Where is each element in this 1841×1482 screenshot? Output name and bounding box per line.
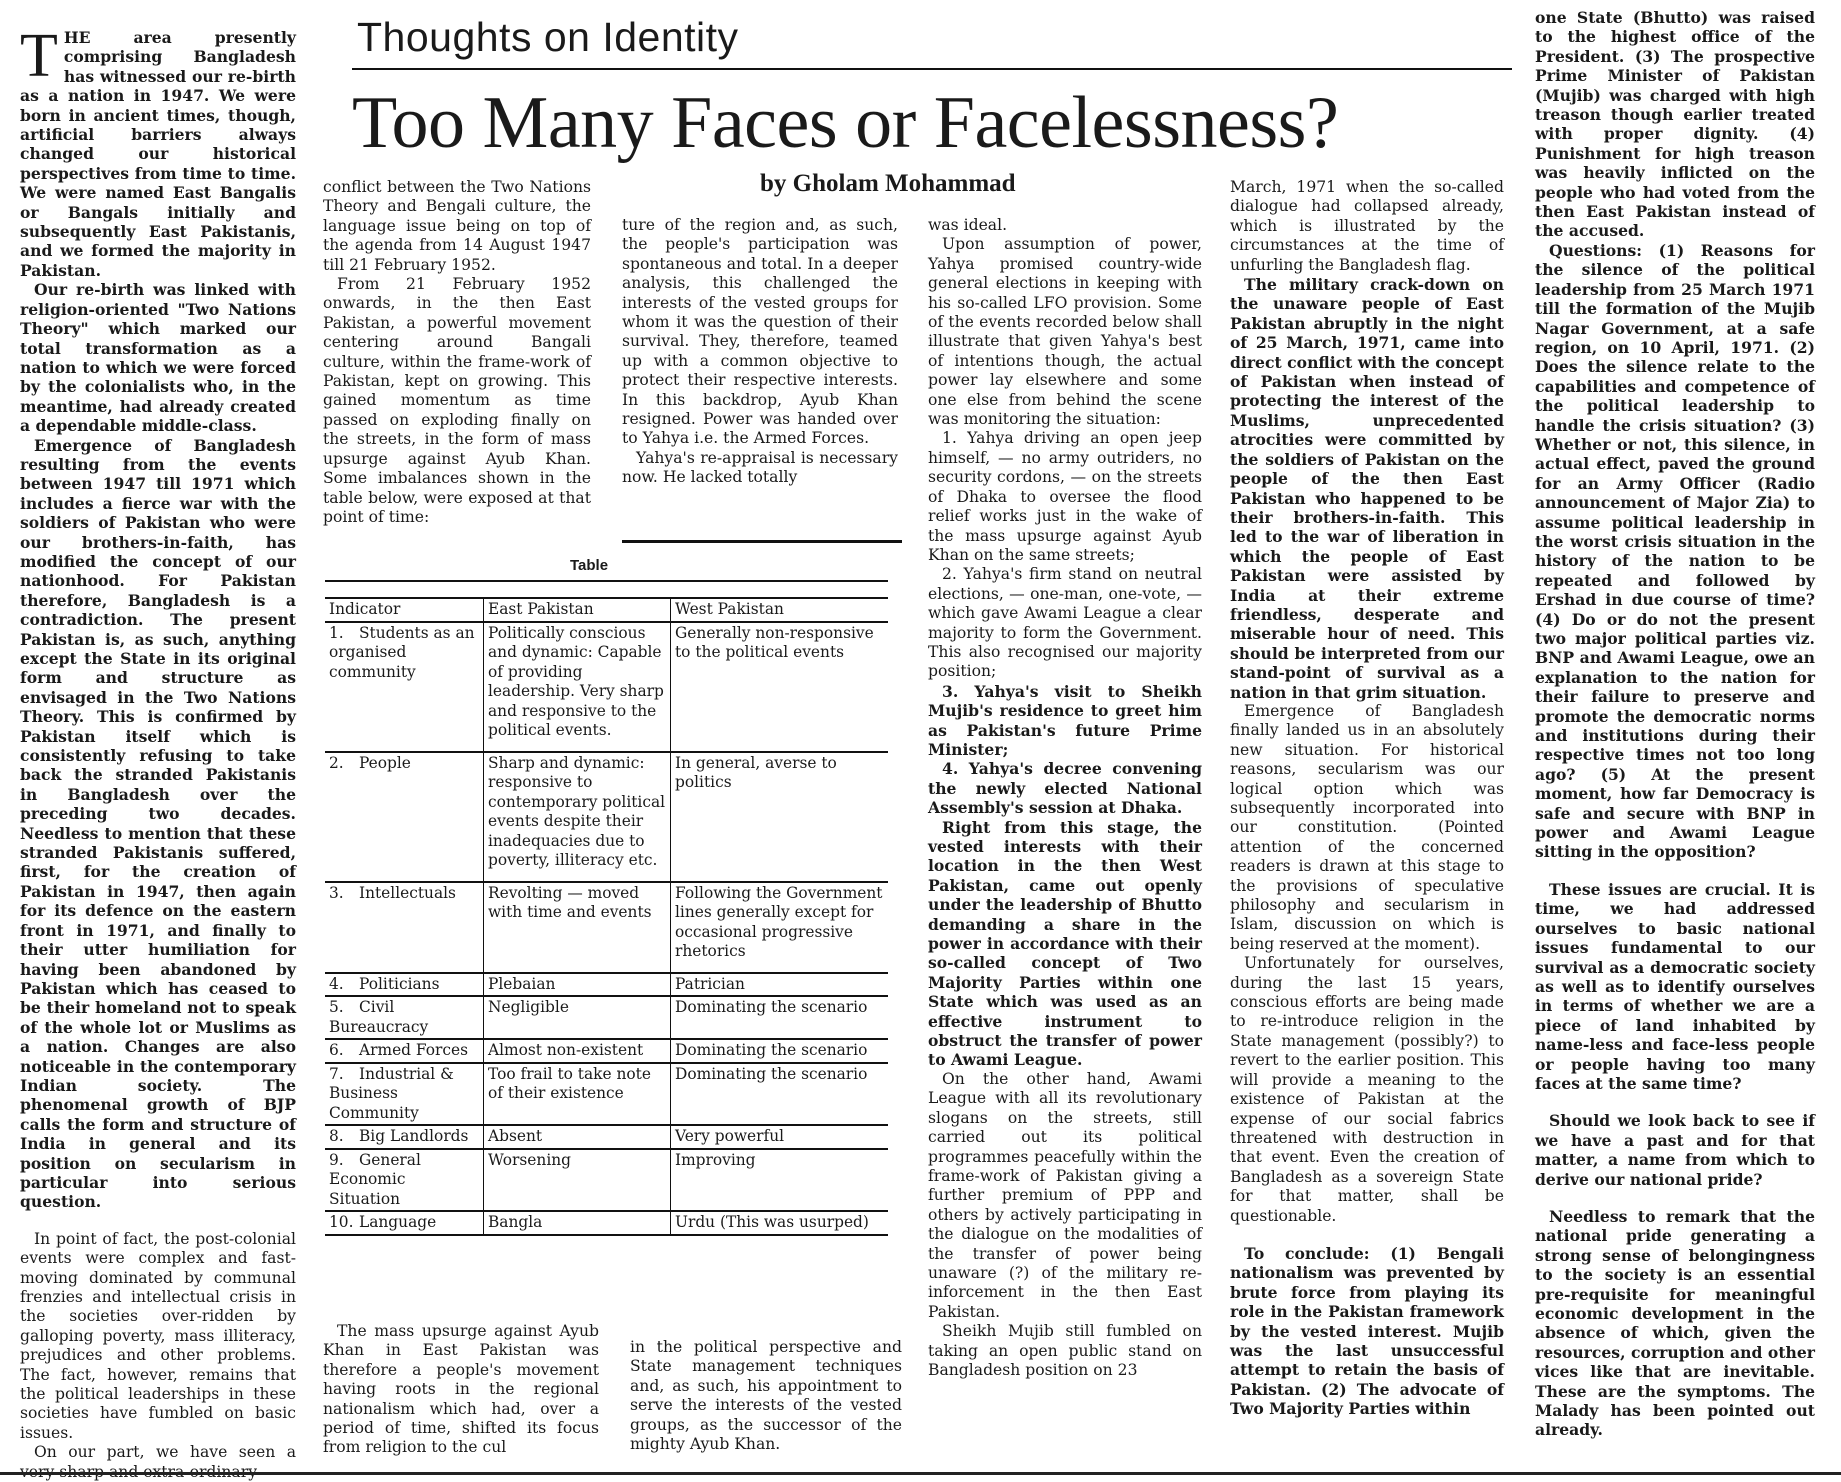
paragraph: The mass upsurge against Ayub Khan in East Pakistan was therefore a people's movement having roots in the regional nationalism which had, over a period of time, shifted its focus from religion to the cul xyxy=(323,1322,599,1457)
row-number: 4. xyxy=(329,974,344,993)
identity-table xyxy=(325,597,888,1236)
paragraph: HE area presently comprising Bangladesh has witnessed our re-birth as a nation in 1947. We were born in ancient times, though, artificial barriers always changed our historical perspectives from time to time. We were named East Bangalis or Bangals initially and subsequently East Pakistanis, and we formed the majority in Pakistan. xyxy=(20,28,296,280)
table-row xyxy=(325,1063,888,1126)
row-indicator: Civil Bureaucracy xyxy=(329,998,429,1036)
paragraph: one State (Bhutto) was raised to the highest office of the President. (3) The prospective Prime Minister of Pakistan (Mujib) was charged with high treason though earlier treated with proper dignity. (4) Punishment for high treason was heavily inflicted on the people who had voted from the then East Pakistan instead of the accused. xyxy=(1535,8,1815,241)
row-west: Urdu (This was usurped) xyxy=(671,1211,889,1235)
row-indicator: People xyxy=(359,753,411,772)
row-east: Negligible xyxy=(484,996,671,1039)
row-number: 1. xyxy=(329,623,344,642)
row-east: Revolting — moved with time and events xyxy=(484,882,671,973)
kicker-rule xyxy=(352,68,1512,70)
table-row xyxy=(325,752,888,882)
table-row xyxy=(325,1125,888,1149)
table-row xyxy=(325,1211,888,1235)
article-column-4 xyxy=(928,216,1202,1458)
paragraph: Unfortunately for ourselves, during the last 15 years, conscious efforts are being made to re-introduce religion in the State management (possibly?) to revert to the earlier position. This will provide a meaning to the existence of Pakistan at the expense of our social fabrics threatened with destruction in that event. Even the creation of Bangladesh as a sovereign State for that matter, shall be questionable. xyxy=(1230,954,1504,1225)
paragraph: 1. Yahya driving an open jeep himself, — no army outriders, no security cordons, — on the streets of Dhaka to oversee the flood relief works just in the wake of the mass upsurge against Ayub Khan on the same streets; xyxy=(928,429,1202,564)
paragraph: Right from this stage, the vested interests with their location in the then West Pakistan, came out openly under the leadership of Bhutto demanding a share in the power in accordance with their so-called concept of Two Majority Parties within one State which was used as an effective instrument to obstruct the transfer of power to Awami League. xyxy=(928,817,1202,1070)
paragraph: conflict between the Two Nations Theory and Bengali culture, the language issue being on top of the agenda from 14 August 1947 till 21 February 1952. xyxy=(323,178,591,274)
article-byline: by Gholam Mohammad xyxy=(760,170,1016,197)
row-indicator: Armed Forces xyxy=(359,1041,469,1059)
table-top-rule xyxy=(622,540,902,543)
paragraph: From 21 February 1952 onwards, in the then East Pakistan, a powerful movement centering around Bangali culture, within the frame-work of Pakistan, kept on growing. This gained momentum as time passed on exploding finally on the streets, in the form of mass upsurge against Ayub Khan. Some imbalances shown in the table below, were exposed at that point of time: xyxy=(323,275,591,526)
paragraph: 4. Yahya's decree convening the newly elected National Assembly's session at Dhaka. xyxy=(928,759,1202,818)
table-header-west: West Pakistan xyxy=(671,598,889,622)
page-bottom-rule xyxy=(0,1472,1841,1475)
row-indicator: Big Landlords xyxy=(359,1127,469,1145)
table-row xyxy=(325,622,888,752)
row-indicator: Language xyxy=(359,1213,437,1231)
paragraph: was ideal. xyxy=(928,216,1008,234)
paragraph: 2. Yahya's firm stand on neutral elections, — one-man, one-vote, — which gave Awami League a clear majority to form the Government. This also recognised our majority position; xyxy=(928,565,1202,681)
article-column-2 xyxy=(323,178,591,548)
table-row xyxy=(325,882,888,973)
row-number: 9. xyxy=(329,1150,344,1169)
row-indicator: Students as an organised community xyxy=(329,623,475,681)
paragraph: On the other hand, Awami League with all its revolutionary slogans on the streets, still carried out its political programmes peacefully within the frame-work of Pakistan giving a further premium of PPP and others by actively participating in the dialogue on the modalities of the transfer of power being unaware (?) of the military re-inforcement in the then East Pakistan. xyxy=(928,1069,1202,1321)
row-east: Almost non-existent xyxy=(484,1039,671,1063)
row-number: 7. xyxy=(329,1064,344,1083)
table-row xyxy=(325,973,888,997)
row-west: Dominating the scenario xyxy=(671,1063,889,1126)
row-east: Sharp and dynamic: responsive to contemporary political events despite their inadequacies due to poverty, illiteracy etc. xyxy=(484,752,671,882)
table-row xyxy=(325,996,888,1039)
paragraph: In point of fact, the post-colonial events were complex and fast-moving dominated by communal frenzies and intellectual crisis in the societies over-ridden by galloping poverty, mass illiteracy, prejudices and other problems. The fact, however, remains that the political leaderships in these societies have fumbled on basic issues. xyxy=(20,1229,296,1442)
row-east: Absent xyxy=(484,1125,671,1149)
table-frame-rule xyxy=(325,580,888,582)
paragraph: To conclude: (1) Bengali nationalism was prevented by brute force from playing its role in the Pakistan framework by the vested interest. Mujib was the last unsuccessful attempt to retain the basis of Pakistan. (2) The advocate of Two Majority Parties within xyxy=(1230,1243,1504,1419)
row-number: 2. xyxy=(329,753,344,772)
row-number: 6. xyxy=(329,1041,344,1059)
row-west: Dominating the scenario xyxy=(671,996,889,1039)
paragraph: March, 1971 when the so-called dialogue had collapsed already, which is illustrated by the circumstances at the time of unfurling the Bangladesh flag. xyxy=(1230,178,1504,274)
paragraph: On our part, we have seen a xyxy=(34,1443,296,1462)
article-column-1 xyxy=(20,22,296,1468)
paragraph: 3. Yahya's visit to Sheikh Mujib's residence to greet him as Pakistan's future Prime Minister; xyxy=(928,681,1202,759)
article-column-3-bottom xyxy=(630,1338,902,1458)
article-column-5 xyxy=(1230,178,1504,1458)
table-header-east: East Pakistan xyxy=(484,598,671,622)
row-west: Dominating the scenario xyxy=(671,1039,889,1063)
row-west: Patrician xyxy=(671,973,889,997)
row-indicator: Politicians xyxy=(359,974,440,993)
paragraph: Our re-birth was linked with religion-oriented "Two Nations Theory" which marked our total transformation as a nation to which we were forced by the colonialists who, in the meantime, had already created a dependable middle-class. xyxy=(20,280,296,436)
paragraph: ture of the region and, as such, the people's participation was spontaneous and total. In a deeper analysis, this challenged the interests of the vested groups for whom it was the question of their survival. They, therefore, teamed up with a common objective to protect their respective interests. In this backdrop, Ayub Khan resigned. Power was handed over to Yahya i.e. the Armed Forces. xyxy=(622,216,898,448)
article-headline: Too Many Faces or Facelessness? xyxy=(352,82,1339,164)
paragraph: Sheikh Mujib still fumbled on taking an open public stand on Bangladesh position on 23 xyxy=(928,1322,1202,1379)
paragraph: Upon assumption of power, Yahya promised country-wide general elections in keeping with his so-called LFO provision. Some of the events recorded below shall illustrate that given Yahya's best of intentions though, the actual power lay elsewhere and some one else from behind the scene was monitoring the situation: xyxy=(928,235,1202,429)
row-number: 3. xyxy=(329,883,344,902)
table-row xyxy=(325,1149,888,1212)
row-west: Improving xyxy=(671,1149,889,1212)
row-west: Generally non-responsive to the political events xyxy=(671,622,889,752)
row-west: Following the Government lines generally except for occasional progressive rhetorics xyxy=(671,882,889,973)
row-indicator: General Economic Situation xyxy=(329,1150,421,1208)
article-column-3 xyxy=(622,216,898,546)
row-indicator: Intellectuals xyxy=(359,883,456,902)
row-number: 5. xyxy=(329,998,344,1016)
row-number: 10. xyxy=(329,1213,354,1231)
table-title: Table xyxy=(570,557,609,574)
row-east: Plebaian xyxy=(484,973,671,997)
paragraph: Yahya's re-appraisal is necessary now. He lacked totally xyxy=(622,448,898,487)
paragraph: Emergence of Bangladesh finally landed us in an absolutely new situation. For historical reasons, secularism was our logical option which was subsequently incorporated into our constitution. (Pointed attention of the concerned readers is drawn at this stage to the provisions of speculative philosophy and secularism in Islam, discussion on which is being reserved at the moment). xyxy=(1230,701,1504,953)
paragraph: Needless to remark that the national pride generating a strong sense of belongingness to the society is an essential pre-requisite for meaningful economic development in the absence of which, given the resources, corruption and other vices like that are inevitable. These are the symptoms. The Malady has been pointed out already. xyxy=(1535,1206,1815,1440)
paragraph: The military crack-down on the unaware people of East Pakistan abruptly in the night of 25 March, 1971, came into direct conflict with the concept of Pakistan when instead of protecting the interest of the Muslims, unprecedented atrocities were committed by the soldiers of Pakistan on the people of the then East Pakistan who happened to be their brothers-in-faith. This led to the war of liberation in which the people of East Pakistan were assisted by India at their extreme friendless, desperate and miserable hour of need. This should be interpreted from our stand-point of survival as a nation in that grim situation. xyxy=(1230,275,1504,702)
row-east: Bangla xyxy=(484,1211,671,1235)
article-kicker: Thoughts on Identity xyxy=(357,14,739,60)
paragraph: in the political perspective and State management techniques and, as such, his appointment to serve the interests of the vested groups, as the successor of the mighty Ayub Khan. xyxy=(630,1338,902,1454)
row-west: In general, averse to politics xyxy=(671,752,889,882)
paragraph: These issues are crucial. It is time, we had addressed ourselves to basic national issues fundamental to our survival as a democratic society as well as to identify ourselves in terms of whether we are a piece of land inhabited by name-less and face-less people or people having too many faces at the same time? xyxy=(1535,879,1815,1093)
row-west: Very powerful xyxy=(671,1125,889,1149)
row-number: 8. xyxy=(329,1127,344,1145)
paragraph: Emergence of Bangladesh resulting from the events between 1947 till 1971 which includes a fierce war with the soldiers of Pakistan who were our brothers-in-faith, has modified the concept of our nationhood. For Pakistan therefore, Bangladesh is a contradiction. The present Pakistan is, as such, anything except the State in its original form and structure as envisaged in the Two Nations Theory. This is confirmed by Pakistan itself which is consistently refusing to take back the stranded Pakistanis in Bangladesh over the preceding two decades. Needless to mention that these stranded Pakistanis suffered, first, for the creation of Pakistan in 1947, then again for its defence on the eastern front in 1971, and finally to their utter humiliation for having been abandoned by Pakistan which has ceased to be their homeland not to speak of the whole lot or Muslims as a nation. Changes are also noticeable in the contemporary Indian society. The phenomenal growth of BJP calls the form and structure of India in general and its position on secularism in particular into serious question. xyxy=(20,435,296,1212)
drop-cap: T xyxy=(20,22,58,90)
article-column-6 xyxy=(1535,8,1815,1460)
paragraph: Should we look back to see if we have a past and for that matter, a name from which to derive our national pride? xyxy=(1535,1111,1815,1189)
row-east: Too frail to take note of their existence xyxy=(484,1063,671,1126)
row-indicator: Industrial & Business Community xyxy=(329,1064,454,1122)
table-header-indicator: Indicator xyxy=(325,598,484,622)
table-row xyxy=(325,1039,888,1063)
paragraph: Questions: (1) Reasons for the silence of the political leadership from 25 March 1971 till the formation of the Mujib Nagar Government, at a safe region, on 10 April, 1971. (2) Does the silence relate to the capabilities and competence of the political leadership to handle the crisis situation? (3) Whether or not, this silence, in actual effect, paved the ground for an Army Officer (Radio announcement of Major Zia) to assume political leadership in the worst crisis situation in the history of the nation to be repeated and followed by Ershad in due course of time? (4) Do or do not the present two major political parties viz. BNP and Awami League, owe an explanation to the nation for their failure to preserve and promote the democratic norms and institutions during their respective times not too long ago? (5) At the present moment, how far Democracy is safe and secure with BNP in power and Awami League sitting in the opposition? xyxy=(1535,240,1815,862)
row-east: Politically conscious and dynamic: Capable of providing leadership. Very sharp and responsive to the political events. xyxy=(484,622,671,752)
row-east: Worsening xyxy=(484,1149,671,1212)
article-column-2-bottom xyxy=(323,1322,599,1457)
